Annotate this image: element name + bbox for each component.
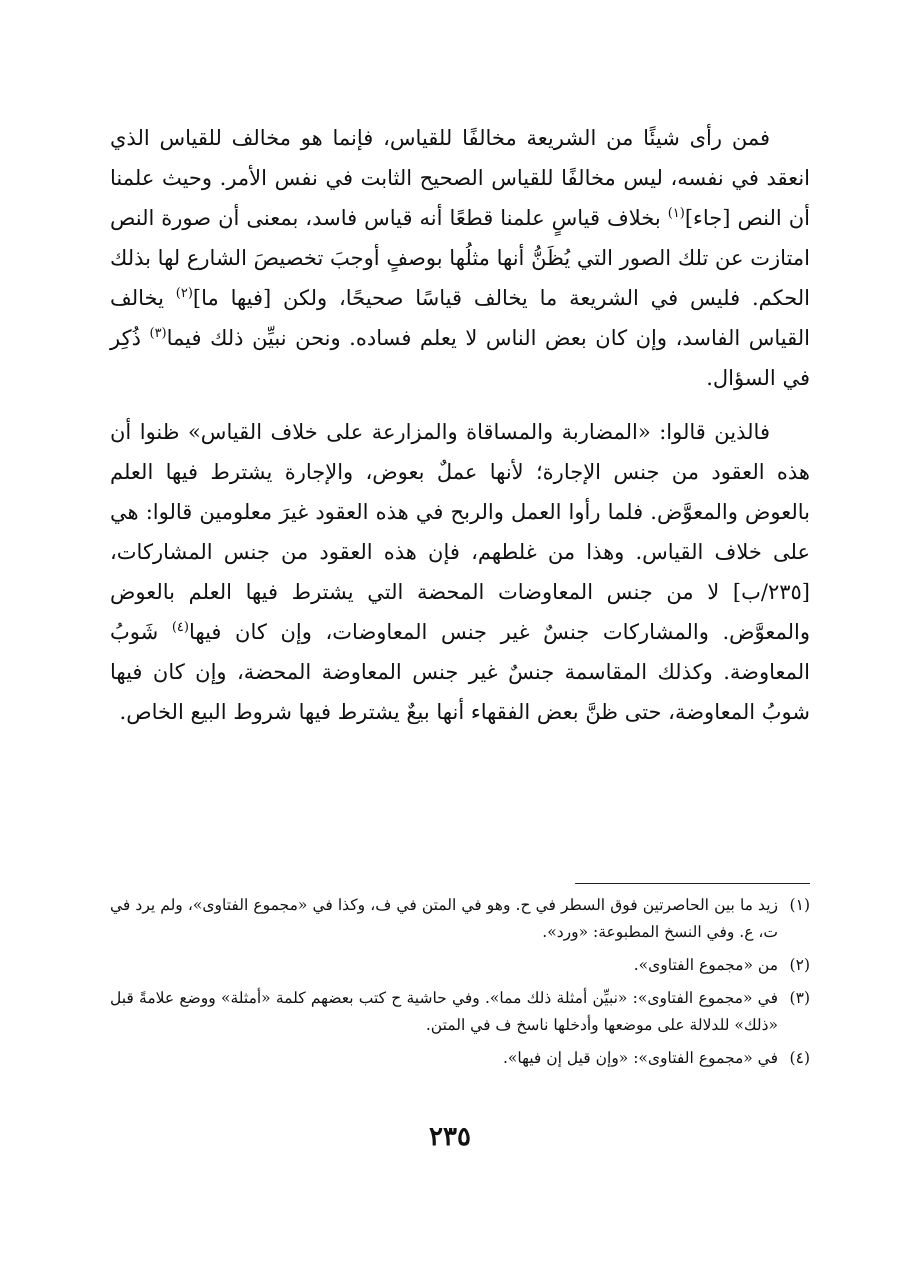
- text-run: ذُكِر في السؤال.: [110, 326, 810, 390]
- footnotes: [110, 892, 810, 1078]
- footnote-item: [110, 985, 810, 1039]
- footnote-text: من «مجموع الفتاوى».: [633, 956, 778, 974]
- footnote-ref-2[interactable]: (٢): [175, 286, 193, 301]
- footnote-divider: [575, 883, 810, 884]
- text-run: يخالف القياس الفاسد، وإن كان بعض الناس لا يعلم فساده. ونحن نبيِّن ذلك فيما: [110, 286, 810, 350]
- page-number: ٢٣٥: [429, 1122, 471, 1152]
- text-run: بخلاف قياسٍ علمنا قطعًا أنه قياس فاسد، بمعنى أن صورة النص امتازت عن تلك الصور التي يُظَنُّ أنها مثلُها بوصفٍ أوجبَ تخصيصَ الشارع لها بذلك الحكم. فليس في الشريعة ما يخالف قياسًا صحيحًا، ولكن [فيها ما]: [110, 206, 810, 310]
- text-run: فالذين قالوا: «المضاربة والمساقاة والمزارعة على خلاف القياس» ظنوا أن هذه العقود من جنس الإجارة؛ لأنها عملٌ بعوض، والإجارة يشترط فيها العلم بالعوض والمعوَّض. فلما رأوا العمل والربح في هذه العقود غيرَ معلومين قالوا: هي على خلاف القياس. وهذا من غلطهم، فإن هذه العقود من جنس المشاركات، [٢٣٥/ب] لا من جنس المعاوضات المحضة التي يشترط فيها العلم بالعوض والمعوَّض. والمشاركات جنسٌ غير جنس المعاوضات، وإن كان فيها: [110, 420, 811, 644]
- text-run: شَوبُ المعاوضة. وكذلك المقاسمة جنسٌ غير جنس المعاوضة المحضة، وإن كان فيها شوبُ المعاوضة، حتى ظنَّ بعض الفقهاء أنها بيعٌ يشترط فيها شروط البيع الخاص.: [110, 620, 810, 724]
- footnote-number: (٢): [789, 956, 810, 974]
- text-run: فمن رأى شيئًا من الشريعة مخالفًا للقياس، فإنما هو مخالف للقياس الذي انعقد في نفسه، ليس مخالفًا للقياس الصحيح الثابت في نفس الأمر. وحيث علمنا أن النص [جاء]: [110, 126, 811, 230]
- footnote-ref-4[interactable]: (٤): [171, 620, 189, 635]
- paragraph-1: [110, 118, 810, 398]
- footnote-text: زيد ما بين الحاصرتين فوق السطر في ح. وهو في المتن في ف، وكذا في «مجموع الفتاوى»، ولم يرد في ت، ع. وفي النسخ المطبوعة: «ورد».: [110, 896, 778, 941]
- footnote-ref-3[interactable]: (٣): [149, 326, 167, 341]
- footnote-item: [110, 952, 810, 979]
- footnote-number: (٣): [789, 989, 810, 1007]
- footnote-item: [110, 892, 810, 946]
- paragraph-2: [110, 412, 810, 732]
- main-text: [110, 118, 810, 732]
- footnote-ref-1[interactable]: (١): [667, 206, 685, 221]
- footnote-number: (١): [789, 896, 810, 914]
- footnote-text: في «مجموع الفتاوى»: «نبيِّن أمثلة ذلك مما». وفي حاشية ح كتب بعضهم كلمة «أمثلة» ووضع علامةً قبل «ذلك» للدلالة على موضعها وأدخلها ناسخ ف في المتن.: [110, 989, 778, 1034]
- footnote-item: [110, 1045, 810, 1072]
- footnote-text: في «مجموع الفتاوى»: «وإن قيل إن فيها».: [502, 1049, 778, 1067]
- footnote-number: (٤): [789, 1049, 810, 1067]
